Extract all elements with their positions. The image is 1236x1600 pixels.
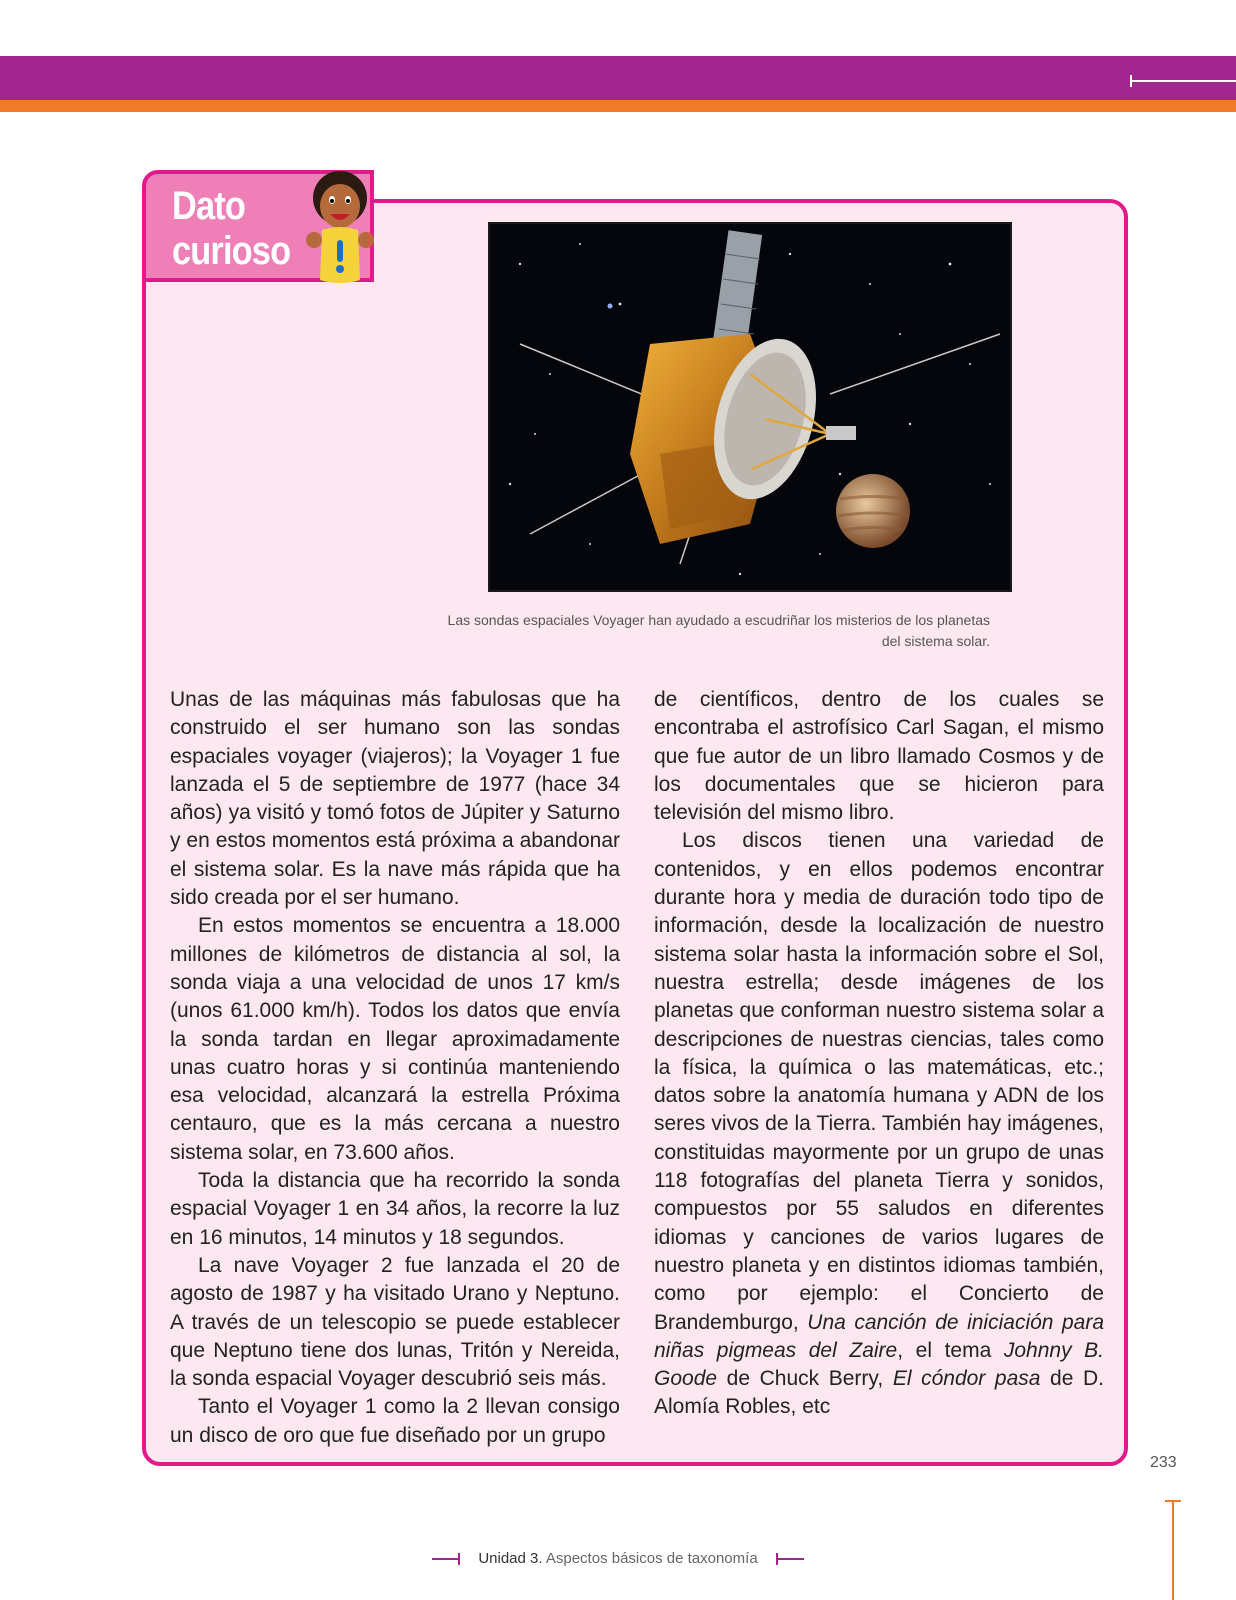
header-rule-tick xyxy=(1130,75,1132,87)
header-band-orange xyxy=(0,100,1236,112)
figure-caption: Las sondas espaciales Voyager han ayudado a escudriñar los misterios de los planetas del sistema solar. xyxy=(447,612,990,649)
side-rule-tick xyxy=(1165,1500,1181,1502)
paragraph: de científicos, dentro de los cuales se encontraba el astrofísico Carl Sagan, el mismo que fue autor de un libro llamado Cosmos y de los documentales que se hicieron para televisión del mismo libro. xyxy=(654,688,1104,825)
child-mascot-icon xyxy=(300,168,380,290)
page-number: 233 xyxy=(1150,1454,1177,1471)
callout-title xyxy=(172,184,301,274)
body-column-right xyxy=(654,686,1104,1422)
paragraph: Toda la distancia que ha recorrido la sonda espacial Voyager 1 en 34 años, la recorre la luz en 16 minutos, 14 minutos y 18 segundos. xyxy=(170,1169,620,1249)
footer-unit-title: Aspectos básicos de taxonomía xyxy=(542,1550,758,1567)
voyager-photo xyxy=(490,224,1010,590)
text-run: de Chuck Berry, xyxy=(717,1367,893,1391)
text-run: Los discos tienen una variedad de contenidos, y en ellos podemos encontrar durante hora y media de duración todo tipo de información, desde la localización de nuestro sistema solar hasta la información sobre el Sol, nuestra estrella; desde imágenes de los planetas que conforman nuestro sistema solar a descripciones de nuestras ciencias, tales como la física, la química o las matemáticas, etc.; datos sobre la anatomía humana y ADN de los seres vivos de la Tierra. También hay imágenes, constituidas mayormente por un grupo de unas 118 fotografías del planeta Tierra y sonidos, compuestos por 55 saludos en diferentes idiomas y canciones de varios lugares de nuestro planeta y en distintos idiomas también, como por ejemplo: el Concierto de Brandemburgo, xyxy=(654,829,1104,1334)
song-title-italic: Una canción de iniciación para niñas pigmeas del Zaire xyxy=(654,1310,1105,1362)
paragraph: En estos momentos se encuentra a 18.000 millones de kilómetros de distancia al sol, la sonda viaja a una velocidad de unos 17 km/s (unos 61.000 km/h). Todos los datos que envía la sonda tardan en llegar aproximadamente unas cuatro horas y si continúa manteniendo esa velocidad, alcanzará la estrella Próxima centauro, que es la más cercana a nuestro sistema solar, en 73.600 años. xyxy=(170,914,620,1164)
header-band-purple xyxy=(0,56,1236,100)
text-run: de D. Alomía Robles, etc xyxy=(654,1367,1104,1419)
song-title-italic: Johnny B. Goode xyxy=(654,1338,1105,1391)
paragraph: La nave Voyager 2 fue lanzada el 20 de agosto de 1987 y ha visitado Urano y Neptuno. A través de un telescopio se puede establecer que Neptuno tiene dos lunas, Tritón y Nereida, la sonda espacial Voyager descubrió seis más. xyxy=(170,1253,620,1391)
paragraph xyxy=(654,827,1104,1421)
footer-mark-right xyxy=(776,1558,804,1560)
footer-unit-label: Unidad 3. xyxy=(478,1550,543,1567)
footer xyxy=(0,1550,1236,1567)
paragraph: Tanto el Voyager 1 como la 2 llevan consigo un disco de oro que fue diseñado por un grupo xyxy=(170,1395,620,1447)
paragraph: Unas de las máquinas más fabulosas que ha construido el ser humano son las sondas espaciales voyager (viajeros); la Voyager 1 fue lanzada el 5 de septiembre de 1977 (hace 34 años) ya visitó y tomó fotos de Júpiter y Saturno y en estos momentos está próxima a abandonar el sistema solar. Es la nave más rápida que ha sido creada por el ser humano. xyxy=(170,688,620,910)
callout-title-line2: curioso xyxy=(172,229,291,273)
song-title-italic: El cóndor pasa xyxy=(892,1367,1041,1391)
text-run: , el tema xyxy=(897,1338,1004,1362)
body-column-left xyxy=(170,686,620,1450)
footer-mark-left xyxy=(432,1558,460,1560)
header-rule xyxy=(1130,80,1236,82)
voyager-spacecraft-image xyxy=(490,224,1010,590)
callout-title-line1: Dato xyxy=(172,184,246,228)
